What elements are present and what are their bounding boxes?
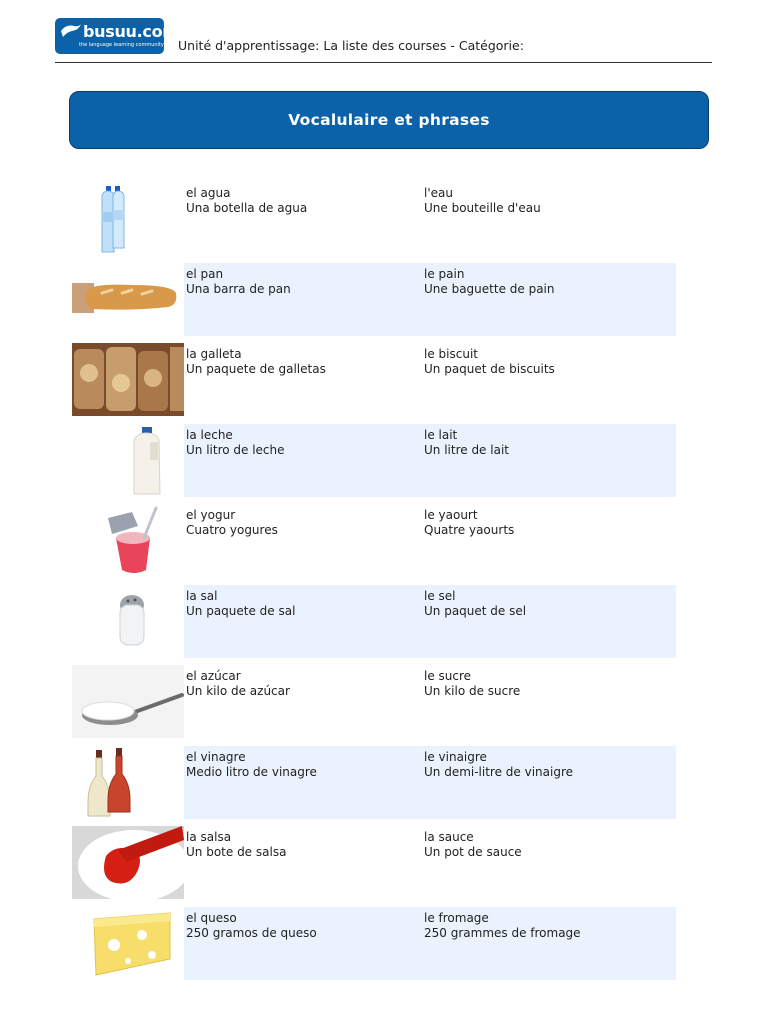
- milk-jug-image: [72, 424, 184, 497]
- french-text: [424, 669, 520, 699]
- french-word: le vinaigre: [424, 749, 487, 764]
- vocab-row: [72, 182, 676, 263]
- vocab-row: [72, 826, 676, 907]
- vinegar-bottles-image: [72, 746, 184, 819]
- header-divider: [55, 62, 712, 63]
- spanish-word: el yogur: [186, 508, 236, 522]
- french-text: [424, 750, 573, 780]
- spanish-phrase: 250 gramos de queso: [186, 925, 317, 940]
- salt-shaker-image: [72, 585, 184, 658]
- logo-tagline: the language learning community!: [79, 42, 166, 48]
- spanish-text: [186, 589, 295, 619]
- spanish-text: [186, 267, 291, 297]
- vocab-row: [72, 907, 676, 988]
- water-bottles-image: [72, 182, 184, 255]
- spanish-text: [186, 508, 278, 538]
- spanish-word: el queso: [186, 910, 237, 925]
- spanish-word: el pan: [186, 266, 224, 281]
- baguette-image: [72, 263, 184, 336]
- french-phrase: Une baguette de pain: [424, 281, 555, 296]
- spanish-phrase: Un bote de salsa: [186, 845, 287, 859]
- french-phrase: Un pot de sauce: [424, 845, 522, 859]
- spanish-phrase: Una botella de agua: [186, 201, 308, 215]
- french-word: le fromage: [424, 910, 489, 925]
- globe-bird-icon: [60, 23, 82, 39]
- vocab-row: [72, 343, 676, 424]
- french-phrase: Un litre de lait: [424, 442, 509, 457]
- french-text: [424, 347, 555, 377]
- french-phrase: Un paquet de biscuits: [424, 362, 555, 376]
- vocab-row: [72, 263, 676, 344]
- spanish-phrase: Un paquete de galletas: [186, 362, 326, 376]
- vocab-row: [72, 746, 676, 827]
- spanish-word: la leche: [186, 427, 233, 442]
- spanish-text: [186, 911, 317, 941]
- cheese-wedge-image: [72, 907, 184, 980]
- spanish-phrase: Un litro de leche: [186, 442, 285, 457]
- french-phrase: Un demi-litre de vinaigre: [424, 764, 574, 779]
- spanish-word: el azúcar: [186, 669, 241, 683]
- spanish-word: la salsa: [186, 830, 232, 844]
- spanish-phrase: Cuatro yogures: [186, 523, 278, 537]
- spanish-text: [186, 669, 290, 699]
- busuu-logo: [55, 18, 179, 54]
- french-word: le biscuit: [424, 347, 478, 361]
- french-word: le lait: [424, 427, 458, 442]
- spanish-word: la galleta: [186, 347, 242, 361]
- french-word: le sucre: [424, 669, 472, 683]
- french-word: l'eau: [424, 186, 453, 200]
- spanish-text: [186, 186, 307, 216]
- spanish-text: [186, 830, 286, 860]
- french-text: [424, 830, 522, 860]
- french-text: [424, 589, 526, 619]
- cookie-packages-image: [72, 343, 184, 416]
- vocab-row: [72, 665, 676, 746]
- french-text: [424, 508, 514, 538]
- vocabulary-list: [72, 182, 676, 987]
- spanish-word: la sal: [186, 588, 218, 603]
- french-text: [424, 428, 509, 458]
- logo-brand-text: busuu.com: [83, 22, 179, 41]
- vocab-row: [72, 504, 676, 585]
- spanish-text: [186, 347, 326, 377]
- banner-title: Vocalulaire et phrases: [288, 111, 490, 129]
- spanish-phrase: Un kilo de azúcar: [186, 684, 290, 698]
- spanish-word: el agua: [186, 186, 231, 200]
- spanish-word: el vinagre: [186, 749, 246, 764]
- sugar-spoon-image: [72, 665, 184, 738]
- french-word: le pain: [424, 266, 465, 281]
- yogurt-cup-image: [72, 504, 184, 577]
- french-word: le sel: [424, 588, 456, 603]
- section-banner: [69, 91, 709, 149]
- vocab-row: [72, 424, 676, 505]
- spanish-phrase: Un paquete de sal: [186, 603, 296, 618]
- french-text: [424, 267, 555, 297]
- spanish-phrase: Una barra de pan: [186, 281, 291, 296]
- french-word: la sauce: [424, 830, 474, 844]
- french-phrase: Un paquet de sel: [424, 603, 527, 618]
- spanish-text: [186, 750, 317, 780]
- french-phrase: Une bouteille d'eau: [424, 201, 541, 215]
- french-phrase: Un kilo de sucre: [424, 684, 521, 698]
- french-text: [424, 186, 541, 216]
- spanish-phrase: Medio litro de vinagre: [186, 764, 317, 779]
- vocab-row: [72, 585, 676, 666]
- unit-category-heading: Unité d'apprentissage: La liste des courses - Catégorie:: [178, 38, 524, 53]
- french-phrase: Quatre yaourts: [424, 523, 515, 537]
- french-text: [424, 911, 581, 941]
- french-phrase: 250 grammes de fromage: [424, 925, 581, 940]
- french-word: le yaourt: [424, 508, 478, 522]
- ketchup-plate-image: [72, 826, 184, 899]
- spanish-text: [186, 428, 285, 458]
